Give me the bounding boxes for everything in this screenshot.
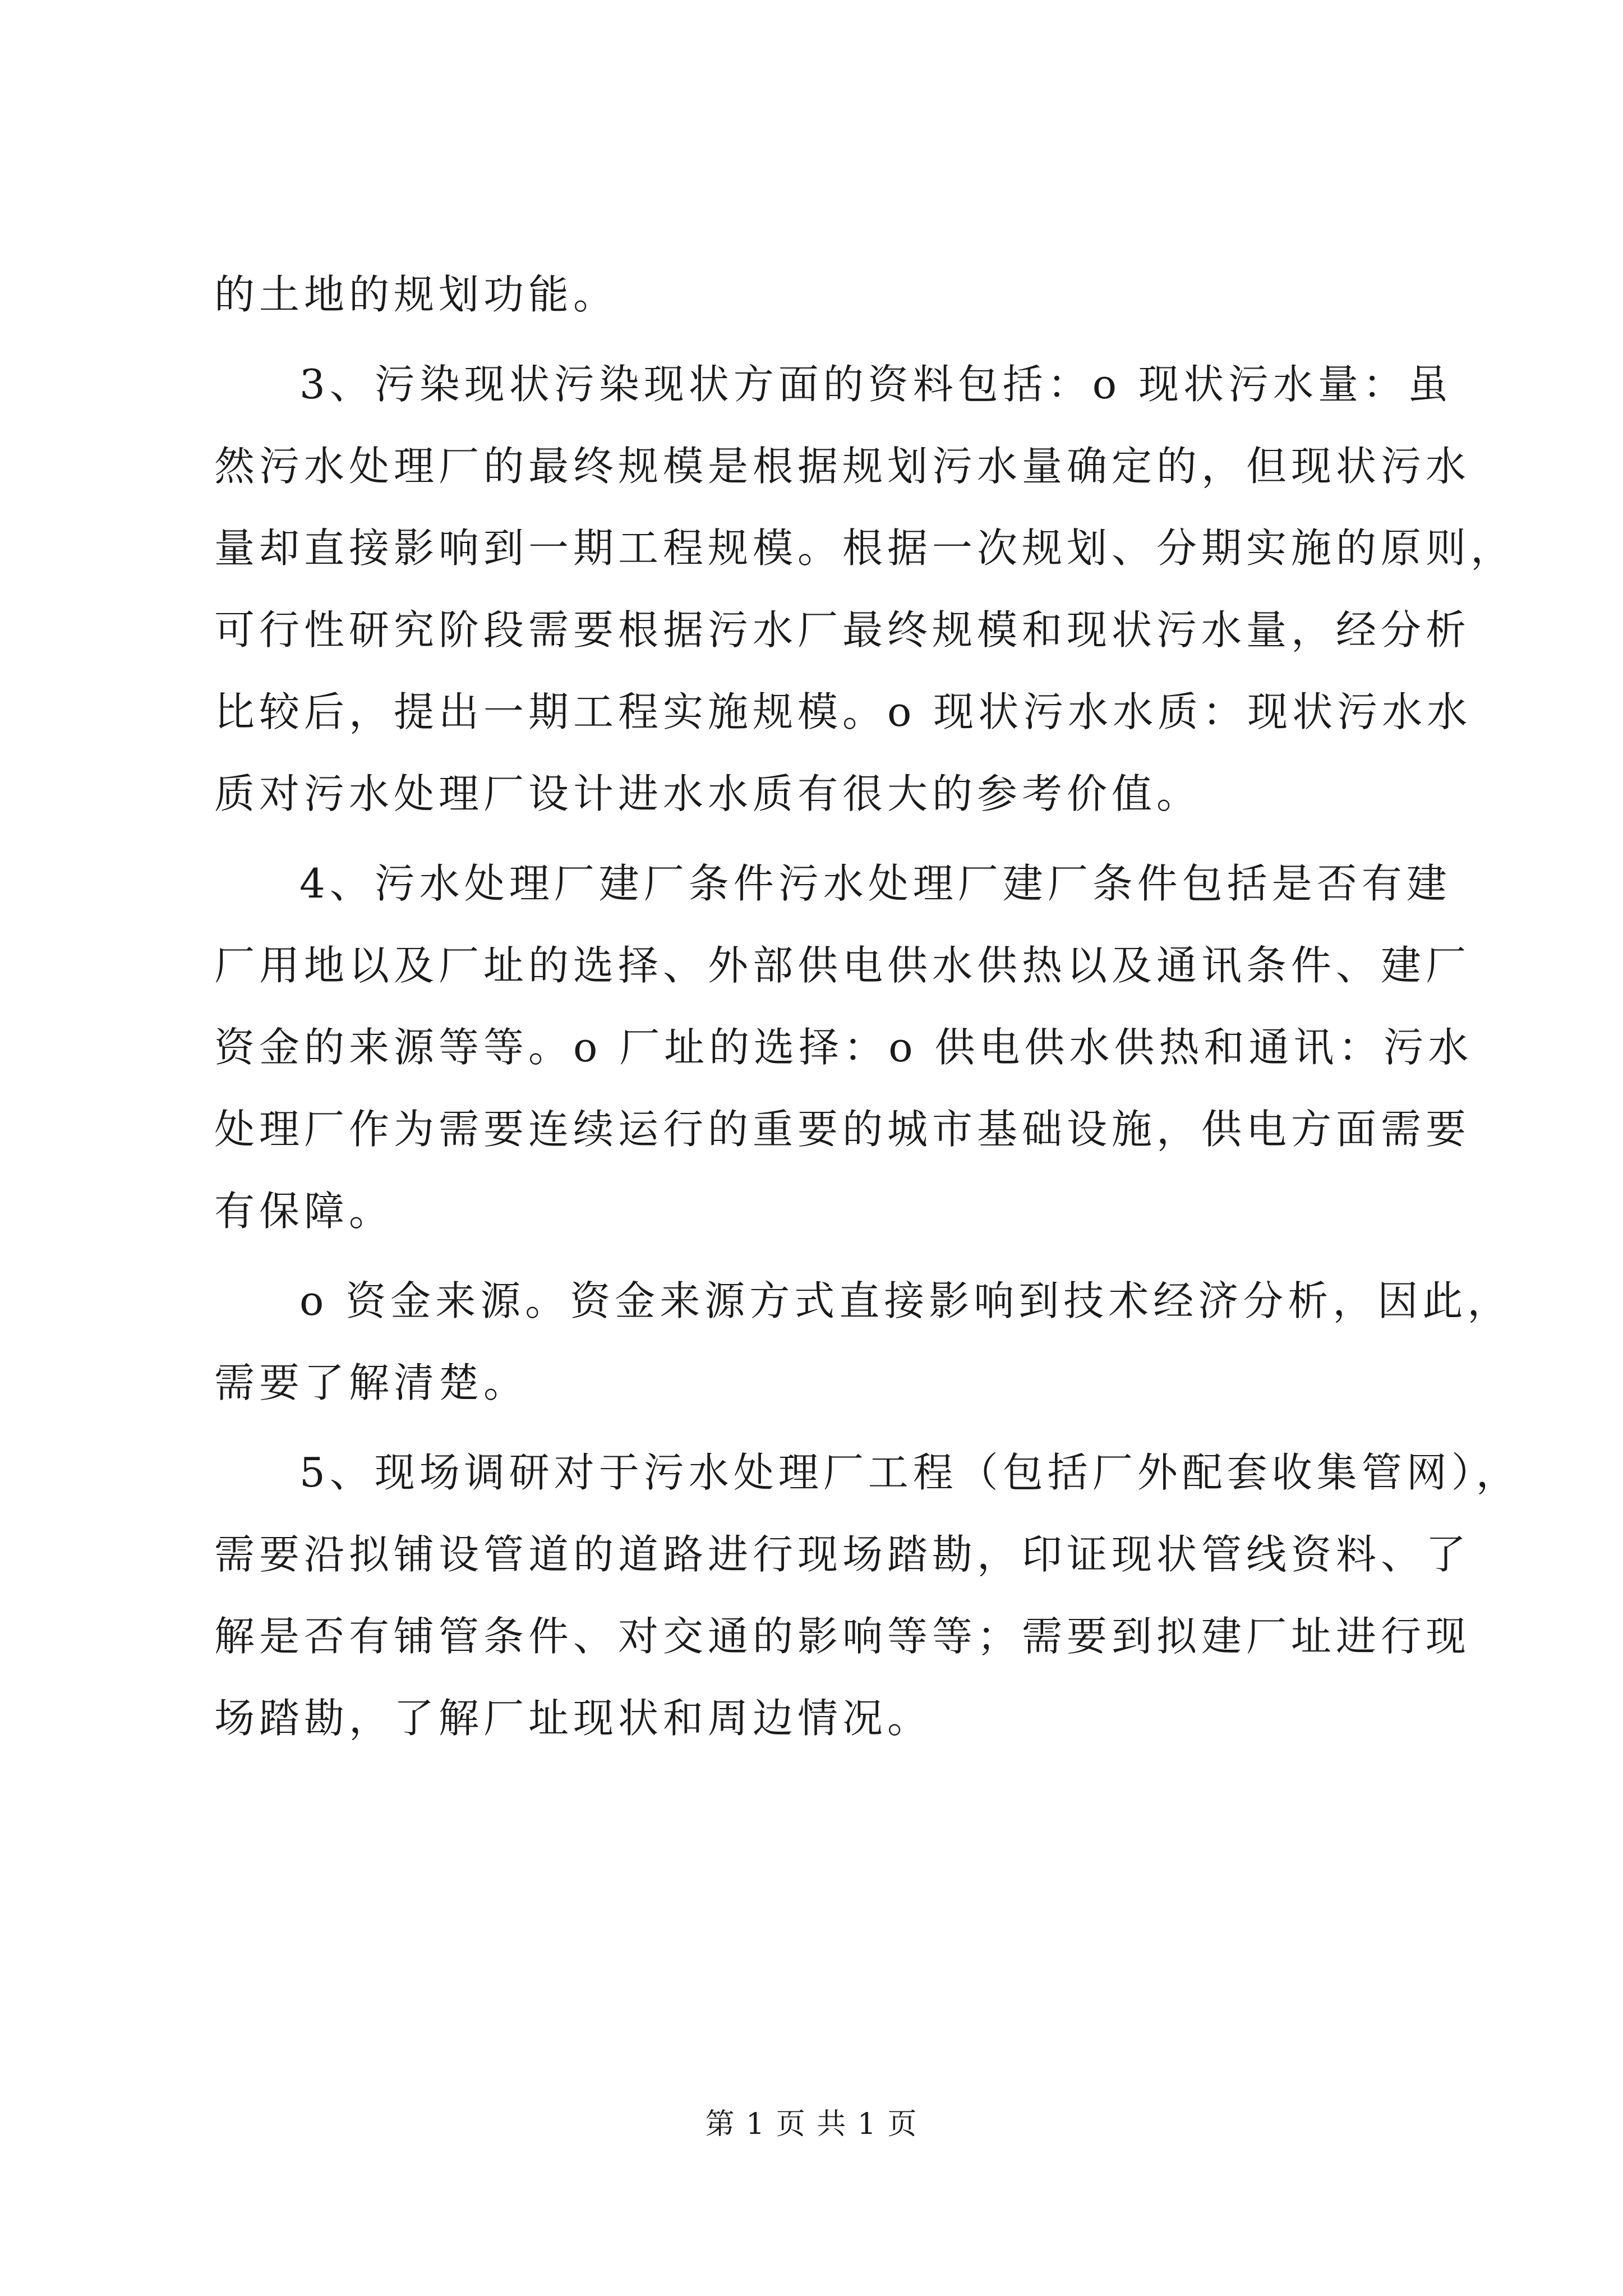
paragraph-funding-line-2: 需要了解清楚。 <box>214 1359 529 1406</box>
paragraph-3-line-3: 量却直接影响到一期工程规模。根据一次规划、分期实施的原则， <box>214 524 1516 572</box>
paragraph-3-line-1: 3、污染现状污染现状方面的资料包括：o 现状污水量：虽 <box>299 361 1453 408</box>
paragraph-funding-line-1: o 资金来源。资金来源方式直接影响到技术经济分析，因此， <box>299 1277 1513 1324</box>
paragraph-4-line-4: 处理厂作为需要连续运行的重要的城市基础设施，供电方面需要 <box>214 1106 1471 1153</box>
paragraph-5-line-4: 场踏勘，了解厂址现状和周边情况。 <box>214 1695 933 1742</box>
paragraph-3-line-4: 可行性研究阶段需要根据污水厂最终规模和现状污水量，经分析 <box>214 606 1471 654</box>
paragraph-4-line-5: 有保障。 <box>214 1188 394 1235</box>
paragraph-3-line-2: 然污水处理厂的最终规模是根据规划污水量确定的，但现状污水 <box>214 443 1471 490</box>
paragraph-3-line-5: 比较后，提出一期工程实施规模。o 现状污水水质：现状污水水 <box>214 688 1472 735</box>
paragraph-5-line-1: 5、现场调研对于污水处理厂工程（包括厂外配套收集管网）， <box>299 1449 1521 1496</box>
paragraph-5-line-2: 需要沿拟铺设管道的道路进行现场踏勘，印证现状管线资料、了 <box>214 1531 1471 1578</box>
paragraph-5-line-3: 解是否有铺管条件、对交通的影响等等；需要到拟建厂址进行现 <box>214 1613 1471 1660</box>
document-body <box>214 254 1521 1759</box>
paragraph-3-line-6: 质对污水处理厂设计进水水质有很大的参考价值。 <box>214 770 1202 817</box>
page-footer <box>0 2105 1623 2144</box>
paragraph-4-line-2: 厂用地以及厂址的选择、外部供电供水供热以及通讯条件、建厂 <box>214 942 1471 989</box>
paragraph-4-line-1: 4、污水处理厂建厂条件污水处理厂建厂条件包括是否有建 <box>299 860 1451 907</box>
page-number-label: 第 1 页 共 1 页 <box>705 2108 918 2141</box>
text-line-continuation: 的土地的规划功能。 <box>214 271 619 318</box>
paragraph-4-line-3: 资金的来源等等。o 厂址的选择：o 供电供水供热和通讯：污水 <box>214 1024 1473 1071</box>
